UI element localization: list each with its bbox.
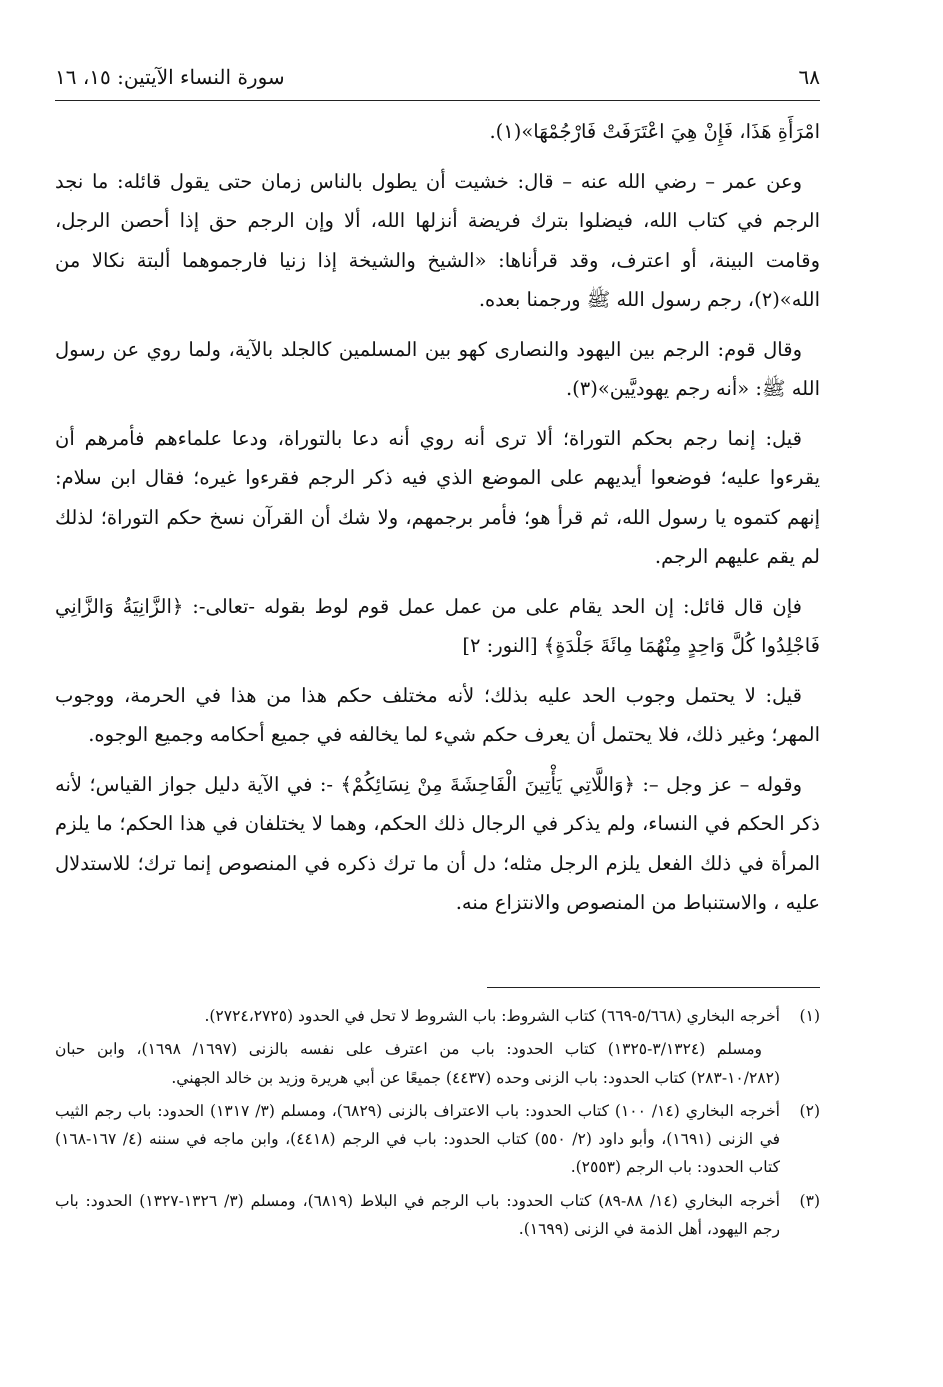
paragraph	[55, 162, 820, 320]
footnote-2	[55, 1097, 820, 1182]
footnote-number: (٣)	[799, 1191, 820, 1210]
footnote-3	[55, 1187, 820, 1244]
paragraph	[55, 587, 820, 666]
paragraph-text: قيل: لا يحتمل وجوب الحد عليه بذلك؛ لأنه مختلف حكم هذا من هذا في الحرمة، ووجوب المهر؛ وغير ذلك، فلا يحتمل أن يعرف حكم شيء لما يخالفه في جميع أحكامه وجميع الوجوه.	[55, 683, 820, 746]
paragraph-text: قيل: إنما رجم بحكم التوراة؛ ألا ترى أنه روي أنه دعا بالتوراة، ودعا علماءهم فأمرهم أن يقرءوا عليه؛ فوضعوا أيديهم على الموضع الذي فيه ذكر الرجم فقرءوا غيره؛ فقال ابن سلام: إنهم كتموه يا رسول الله، ثم قرأ هو؛ فأمر برجمهم، ولا شك أن القرآن نسخ حكم التوراة؛ لذلك لم يقم عليهم الرجم.	[55, 426, 820, 568]
paragraph-text: وقال قوم: الرجم بين اليهود والنصارى كهو بين المسلمين كالجلد بالآية، ولما روي عن رسول الله ﷺ: «أنه رجم يهوديَّين»(٣).	[55, 337, 820, 400]
header-rule	[55, 100, 820, 101]
paragraph	[55, 765, 820, 923]
paragraph-text: وقوله – عز وجل –: ﴿وَاللَّاتِي يَأْتِينَ الْفَاحِشَةَ مِنْ نِسَائِكُمْ﴾ -: في الآية دليل جواز القياس؛ لأنه ذكر الحكم في النساء، ولم يذكر في الرجال ذلك الحكم، وهما لا يختلفان في هذا الحكم؛ ما يلزم المرأة في ذلك الفعل يلزم الرجل مثله؛ دل أن ما ترك ذكره في المنصوص إنما ترك؛ للاستدلال عليه ، والاستنباط من المنصوص والانتزاع منه.	[55, 772, 820, 914]
footnote-number: (١)	[799, 1007, 820, 1025]
footnote-text: أخرجه البخاري (١٤/ ٨٨-٨٩) كتاب الحدود: باب الرجم في البلاط (٦٨١٩)، ومسلم (٣/ ١٣٢٦-١٣٢٧) الحدود: باب رجم اليهود، أهل الذمة في الزنى (١٦٩٩).	[55, 1191, 780, 1239]
footnote-1-continued: ومسلم (٣/١٣٢٤-١٣٢٥) كتاب الحدود: باب من اعترف على نفسه بالزنى (١٦٩٧/ ١٦٩٨)، وابن حبان (١٠/٢٨٢-٢٨٣) كتاب الحدود: باب الزنى وحده (٤٤٣٧) جميعًا عن أبي هريرة وزيد بن خالد الجهني.	[55, 1040, 780, 1087]
footnote-number: (٢)	[799, 1101, 820, 1120]
page-number: ٦٨	[798, 65, 820, 89]
footnotes	[55, 1002, 820, 1248]
paragraph-text: فإن قال قائل: إن الحد يقام على من عمل عمل قوم لوط بقوله -تعالى-: ﴿الزَّانِيَةُ وَالزَّانِي فَاجْلِدُوا كُلَّ وَاحِدٍ مِنْهُمَا مِائَةَ جَلْدَةٍ﴾ [النور: ٢]	[55, 594, 820, 657]
paragraph	[55, 676, 820, 755]
footnote-rule	[487, 987, 820, 988]
main-text	[55, 112, 820, 933]
paragraph	[55, 330, 820, 409]
paragraph	[55, 419, 820, 577]
paragraph-text: وعن عمر – رضي الله عنه – قال: خشيت أن يطول بالناس زمان حتى يقول قائله: ما نجد الرجم في كتاب الله، فيضلوا بترك فريضة أنزلها الله، ألا وإن الرجم حق إذا أحصن الرجل، وقامت البينة، أو اعترف، وقد قرأناها: «الشيخ والشيخة إذا زنيا فارجموهما ألبتة نكالا من الله»(٢)، رجم رسول الله ﷺ ورجمنا بعده.	[55, 169, 820, 311]
running-title: سورة النساء الآيتين: ١٥، ١٦	[55, 65, 285, 89]
paragraph-text: امْرَأَةِ هَذَا، فَإِنْ هِيَ اعْتَرَفَتْ فَارْجُمْهَا»(١).	[489, 120, 820, 143]
footnote-text: أخرجه البخاري (٥/٦٦٨-٦٦٩) كتاب الشروط: باب الشروط لا تحل في الحدود (٢٧٢٤،٢٧٢٥).	[204, 1007, 780, 1025]
paragraph	[55, 112, 820, 152]
footnote-1	[55, 1002, 820, 1030]
book-page	[55, 0, 820, 1387]
footnote-text: أخرجه البخاري (١٤/ ١٠٠) كتاب الحدود: باب الاعتراف بالزنى (٦٨٢٩)، ومسلم (٣/ ١٣١٧) الحدود: باب رجم الثيب في الزنى (١٦٩١)، وأبو داود (٢/ ٥٥٠) كتاب الحدود: باب في الرجم (٤٤١٨)، وابن ماجه في سننه (٤/ ١٦٧-١٦٨) كتاب الحدود: باب الرجم (٢٥٥٣).	[55, 1101, 781, 1177]
page-header	[55, 60, 820, 94]
